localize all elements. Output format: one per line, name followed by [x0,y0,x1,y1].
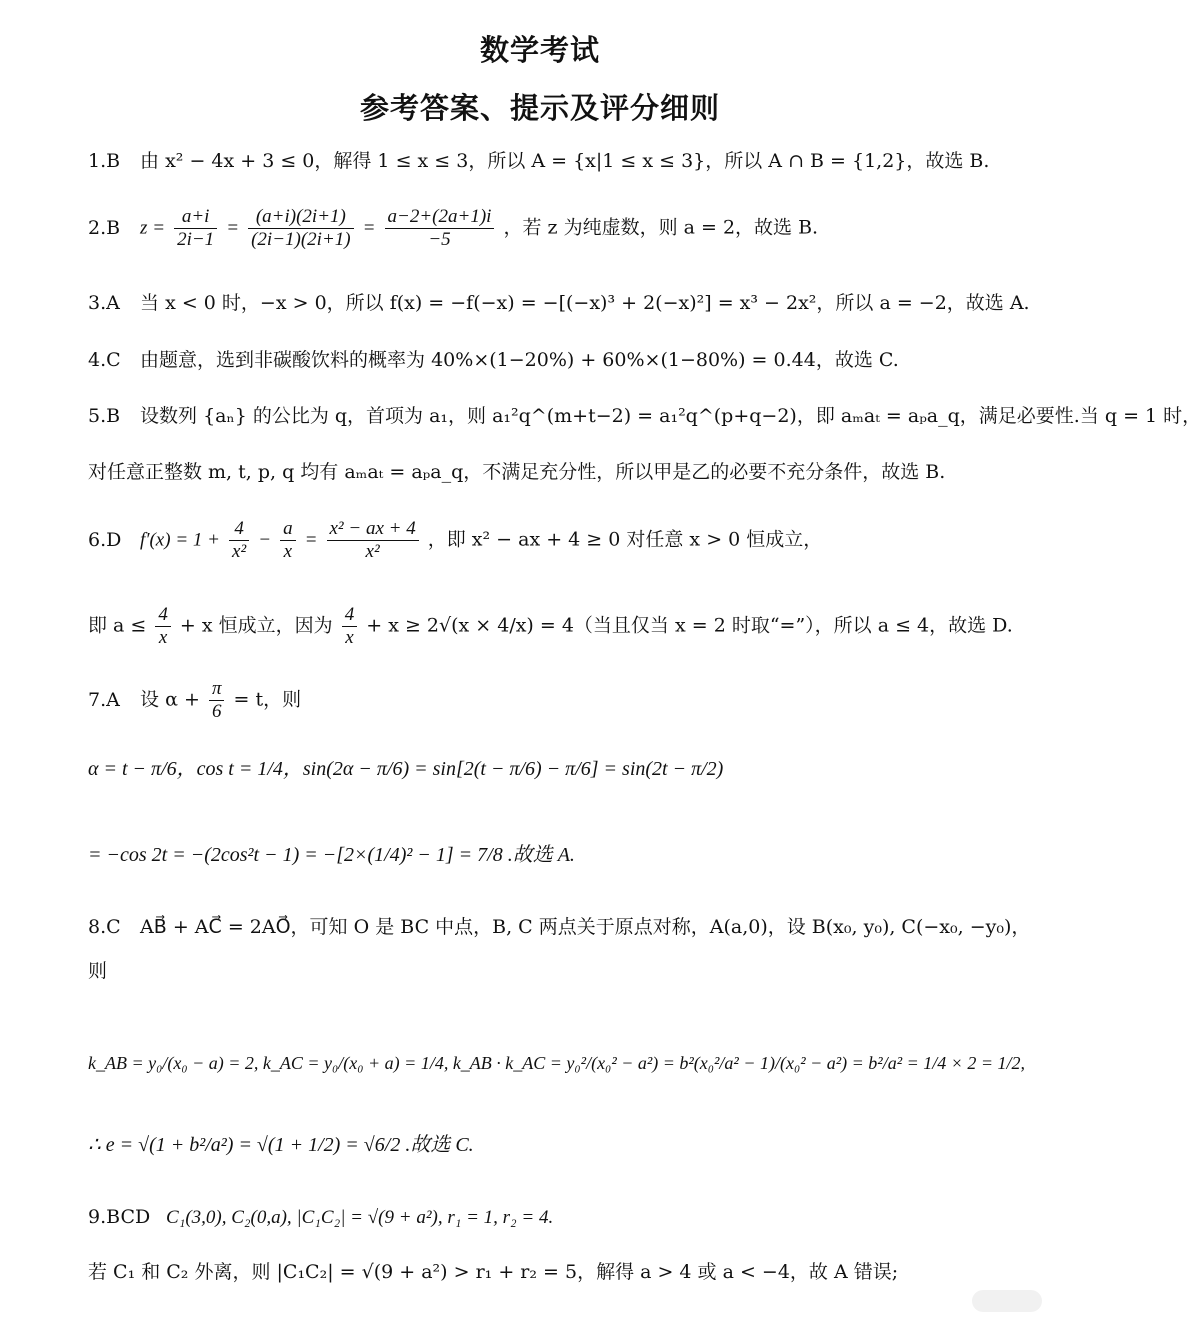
answer-4 [88,345,1048,375]
answer-5 [88,401,1201,431]
numerator: 4 [342,604,358,627]
answer-text: 设 α + [140,688,200,711]
answer-8 [88,912,1048,942]
answer-8-formula-1: k_AB = y₀/(x₀ − a) = 2, k_AC = y₀/(x₀ + a) = 1/4, k_AB · k_AC = y₀²/(x₀² − a²) = b²(x₀²/a² − 1)/(x₀² − a²) = b²/a² = 1/4 × 2 = 1/2, [88,1053,1026,1073]
numerator: 4 [155,604,171,627]
answer-number: 4.C [88,349,121,371]
answer-8-cont: 则 [88,960,108,982]
answer-text: = t，则 [233,688,302,711]
answer-7-formula-2: = −cos 2t = −(2cos²t − 1) = −[2×(1/4)² − 1] = 7/8 .故选 A. [88,844,575,866]
fraction [229,518,249,563]
answer-6 [88,518,1048,563]
fraction [327,518,419,563]
denominator: x [158,627,168,648]
page-subtitle: 参考答案、提示及评分细则 [359,91,720,125]
denominator: 6 [211,701,222,722]
denominator: x [345,627,354,648]
numerator: a−2+(2a+1)i [385,206,495,229]
answer-text: + x ≥ 2√(x × 4/x) = 4（当且仅当 x = 2 时取“=”），所以 a ≤ 4，故选 D. [366,614,1013,637]
equals-sign: = [226,217,240,239]
minus-sign: − [258,529,272,551]
answer-number: 7.A [88,688,120,711]
fraction [280,518,296,563]
denominator: x² [365,541,380,562]
answer-8-formula-2: ∴ e = √(1 + b²/a²) = √(1 + 1/2) = √6/2 .故选 C. [88,1134,474,1156]
answer-text: ，若 z 为纯虚数，则 a = 2，故选 B. [503,216,819,239]
denominator: (2i−1)(2i+1) [251,229,351,250]
numerator: (a+i)(2i+1) [248,206,354,229]
answer-number: 1.B [88,150,121,172]
answer-number: 2.B [88,216,121,239]
numerator: π [209,678,225,701]
fraction [385,206,495,251]
answer-text: AB⃗ + AC⃗ = 2AO⃗，可知 O 是 BC 中点，B, C 两点关于原点对称，A(a,0)，设 B(x₀, y₀), C(−x₀, −y₀)， [140,916,1031,938]
answer-text: 当 x < 0 时，−x > 0，所以 f(x) = −f(−x) = −[(−x)³ + 2(−x)²] = x³ − 2x²，所以 a = −2，故选 A. [140,292,1030,314]
denominator: x² [232,541,247,562]
answer-number: 9.BCD [88,1206,151,1228]
watermark [972,1290,1042,1312]
answer-7-formula-1: α = t − π/6，cos t = 1/4，sin(2α − π/6) = sin[2(t − π/6) − π/6] = sin(2t − π/2) [88,758,724,780]
denominator: 2i−1 [177,229,215,250]
fraction [209,678,225,723]
numerator: a+i [174,206,217,229]
answer-1 [88,146,1048,176]
answer-9 [88,1202,1048,1233]
answer-text: 由题意，选到非碳酸饮料的概率为 40%×(1−20%) + 60%×(1−80%) = 0.44，故选 C. [140,349,899,371]
answer-text: 由 x² − 4x + 3 ≤ 0，解得 1 ≤ x ≤ 3，所以 A = {x|1 ≤ x ≤ 3}，所以 A ∩ B = {1,2}，故选 B. [140,150,990,172]
fraction [248,206,354,251]
fraction [174,206,217,251]
page-title: 数学考试 [479,33,600,67]
formula-text: f′(x) = 1 + [140,529,220,551]
equals-sign: = [362,217,376,239]
formula-text: z = [140,217,166,239]
answer-number: 3.A [88,292,120,314]
answer-5-cont [88,457,1048,487]
numerator: x² − ax + 4 [327,518,419,541]
fraction [155,604,171,649]
answer-text: 设数列 {aₙ} 的公比为 q，首项为 a₁，则 a₁²q^(m+t−2) = a₁²q^(p+q−2)，即 aₘaₜ = aₚa_q，满足必要性.当 q = 1 时， [140,405,1201,427]
denominator: x [283,541,293,562]
fraction [342,604,358,649]
answer-number: 5.B [88,405,121,427]
answer-text: C₁(3,0), C₂(0,a), |C₁C₂| = √(9 + a²), r₁ = 1, r₂ = 4. [166,1207,554,1228]
numerator: 4 [229,518,249,541]
answer-7 [88,678,1048,723]
answer-text: 对任意正整数 m, t, p, q 均有 aₘaₜ = aₚa_q，不满足充分性，所以甲是乙的必要不充分条件，故选 B. [88,461,946,483]
equals-sign: = [304,529,318,551]
answer-text: 即 a ≤ [88,614,147,637]
answer-text: ，即 x² − ax + 4 ≥ 0 对任意 x > 0 恒成立， [427,528,823,551]
answer-9-cont: 若 C₁ 和 C₂ 外离，则 |C₁C₂| = √(9 + a²) > r₁ + r₂ = 5，解得 a > 4 或 a < −4，故 A 错误; [88,1261,899,1283]
answer-number: 8.C [88,916,121,938]
answer-number: 6.D [88,528,122,551]
answer-text: + x 恒成立，因为 [179,614,333,637]
answer-3 [88,288,1048,318]
denominator: −5 [428,229,451,250]
numerator: a [280,518,296,541]
answer-2 [88,206,1048,251]
answer-6-cont [88,604,1048,649]
